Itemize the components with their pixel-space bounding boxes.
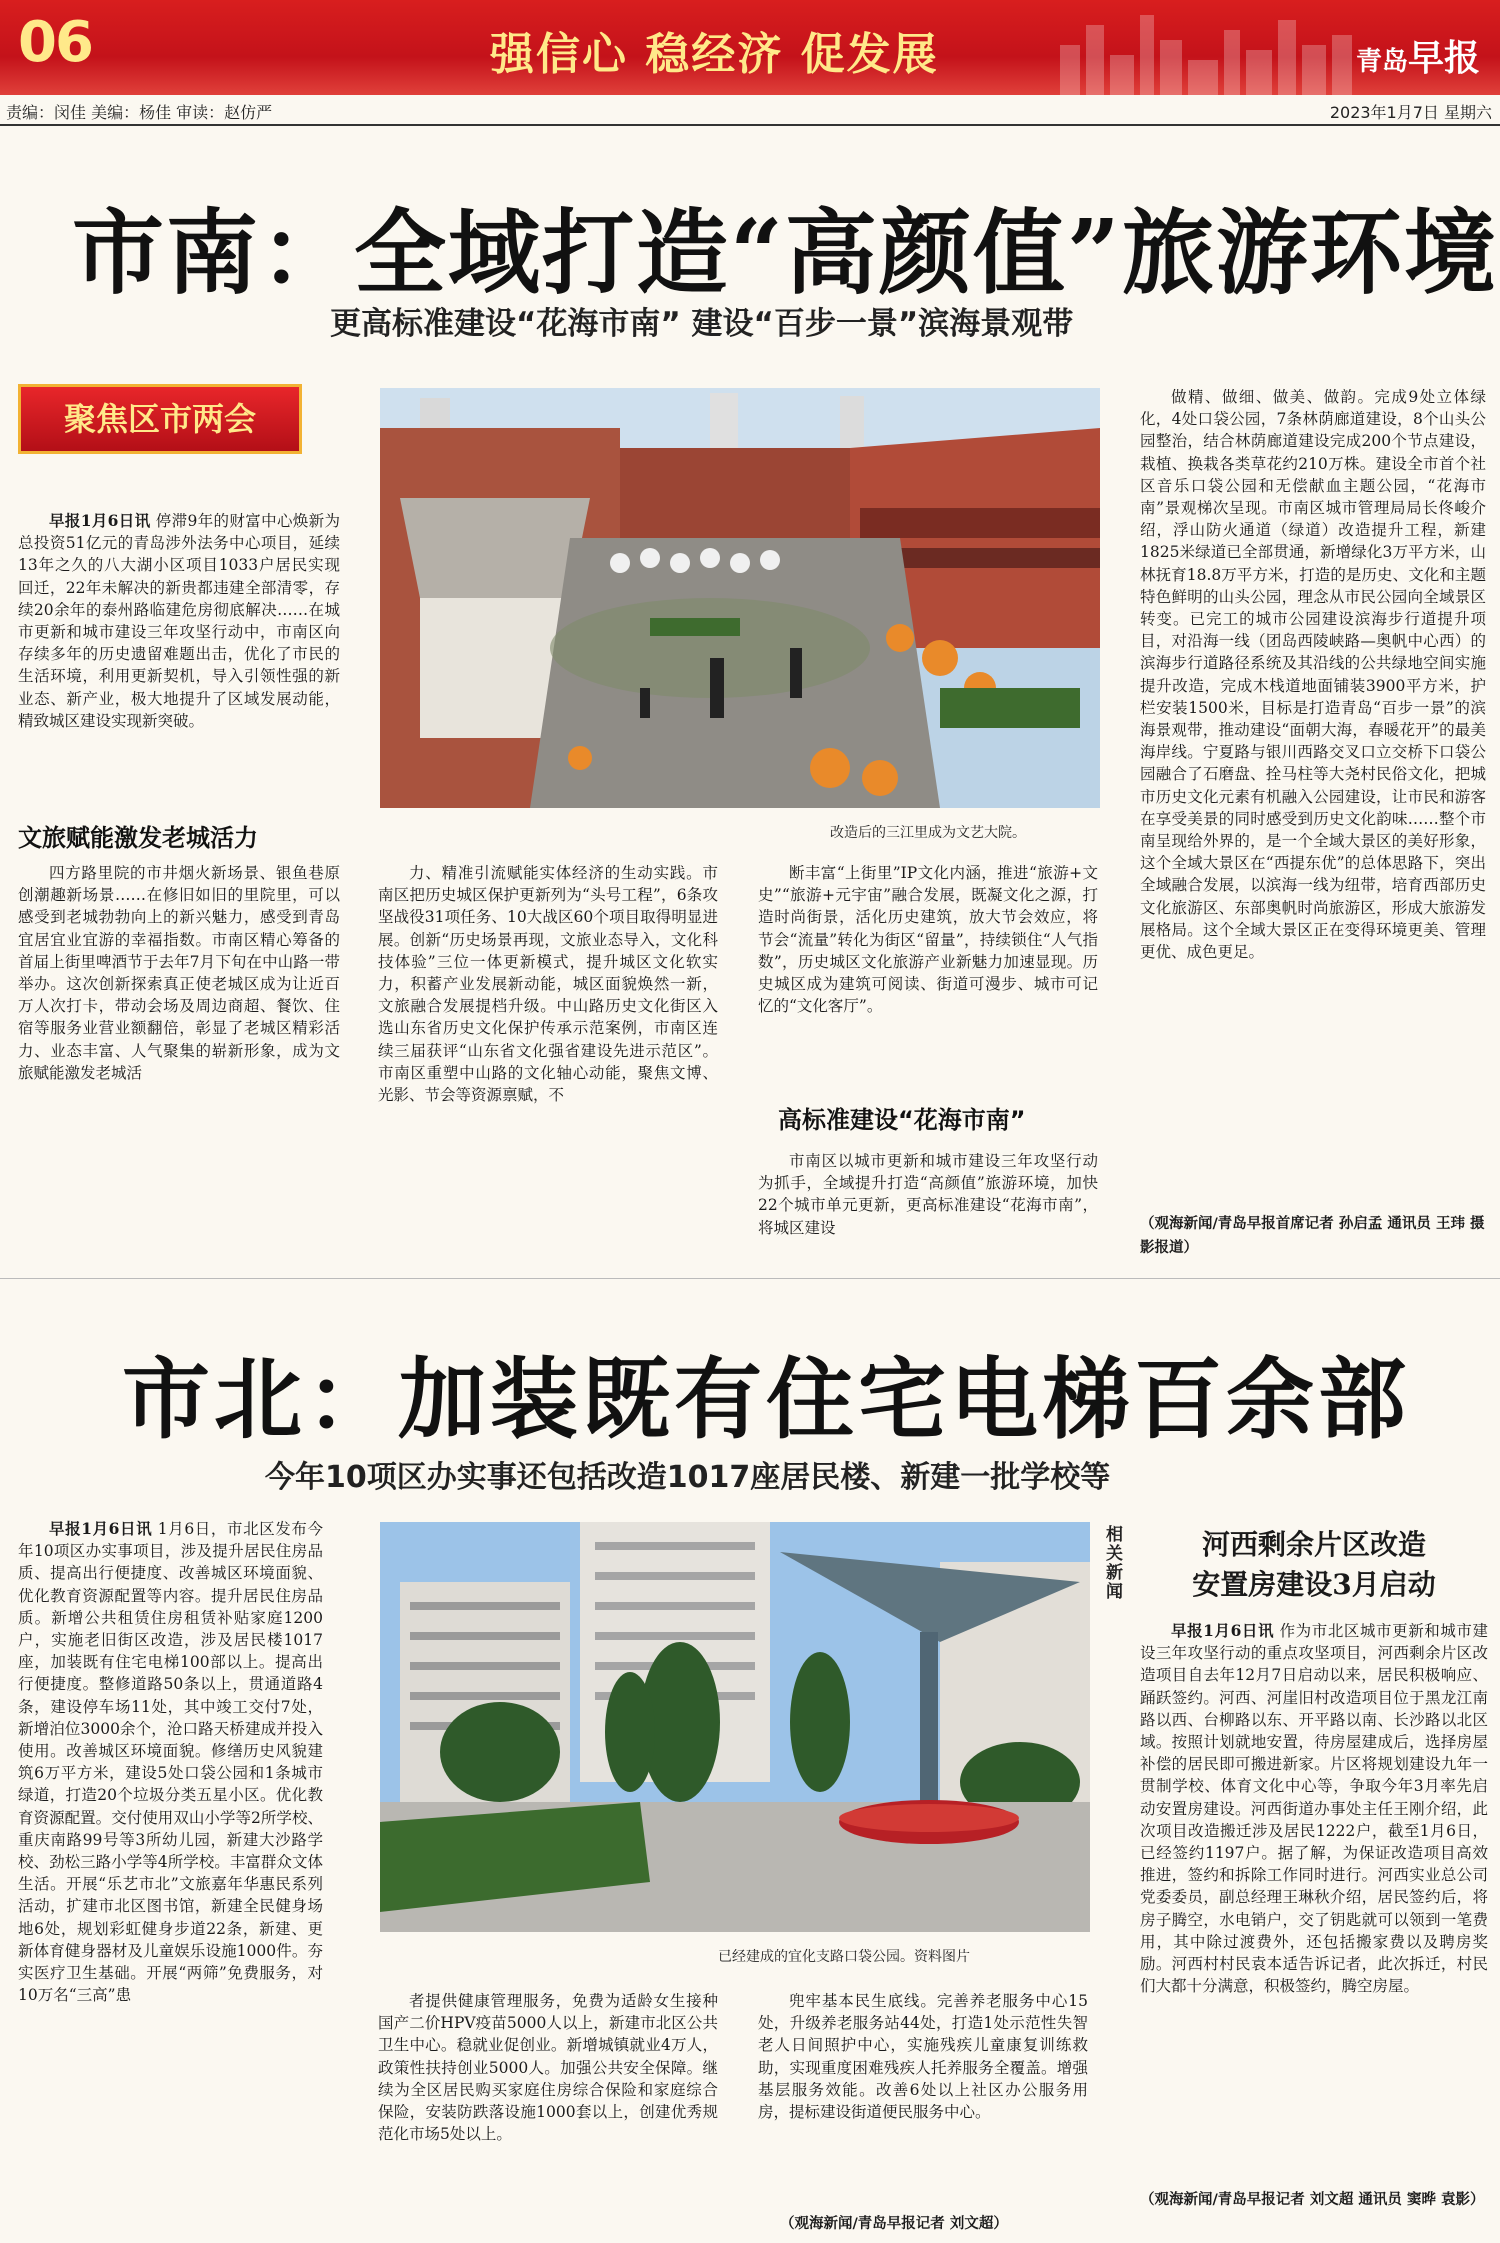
city-skyline-graphic (1060, 15, 1360, 95)
story1-lead-column (18, 510, 340, 800)
story2-credit: （观海新闻/青岛早报记者 刘文超） (780, 2216, 1008, 2232)
story1-lead-text: 停滞9年的财富中心焕新为总投资51亿元的青岛涉外法务中心项目，延续13年之久的八大湖小区项目1033户居民实现回迁，22年未解决的新贵都违建全部清零，存续20余年的泰州路临建危房彻底解决……在城市更新和城市建设三年攻坚行动中，市南区向存续多年的历史遗留难题出击，优化了市民的生活环境，利用更新契机，导入引领性强的新业态、新产业，极大地提升了区域发展动能，精致城区建设实现新突破。 (18, 512, 340, 730)
story1-dateline: 早报1月6日讯 (49, 511, 151, 530)
story1-section2-title: 高标准建设“花海市南” (778, 1106, 1026, 1134)
story1-col3b (758, 1150, 1098, 1262)
section-tag: 聚焦区市两会 (18, 384, 302, 454)
story1-col1 (18, 862, 340, 1262)
story1-col2-text: 力、精准引流赋能实体经济的生动实践。市南区把历史城区保护更新列为“头号工程”，6条攻坚战役31项任务、10大战区60个项目取得明显进展。创新“历史场景再现，文旅业态导入，文化科技体验”三位一体更新模式，提升城区文化软实力，积蓄产业发展新动能，城区面貌焕然一新，文旅融合发展提档升级。中山路历史文化街区入选山东省历史文化保护传承示范案例，市南区连续三届获评“山东省文化强省建设先进示范区”。市南区重塑中山路的文化轴心动能，聚焦文博、光影、节会等资源禀赋，不 (378, 864, 718, 1105)
related-news-headline (1140, 1525, 1488, 1605)
story2-col3 (758, 1990, 1088, 2210)
related-text: 作为市北区城市更新和城市建设三年攻坚行动的重点攻坚项目，河西剩余片区改造项目自去年12月7日启动以来，居民积极响应、踊跃签约。河西、河崖旧村改造项目位于黑龙江南路以西、台柳路以东、开平路以南、长沙路以北区域。按照计划就地安置，待房屋建成后，选择房屋补偿的居民即可搬进新家。片区将规划建设九年一贯制学校、体育文化中心等，争取今年3月率先启动安置房建设。河西街道办事处主任王刚介绍，此次项目改造搬迁涉及居民1222户，截至1月6日，已经签约1197户。据了解，为保证改造项目高效推进，签约和拆除工作同时进行。河西实业总公司党委委员，副总经理王琳秋介绍，居民签约后，将房子腾空，水电销户，交了钥匙就可以领到一笔费用，其中除过渡费外，还包括搬家费以及聘房奖励。河西村村民袁本适告诉记者，此次拆迁，村民们大都十分满意，积极签约，腾空房屋。 (1140, 1622, 1488, 1996)
story-divider (0, 1278, 1500, 1279)
header-slogan: 强信心 稳经济 促发展 (490, 29, 939, 80)
courtyard-photo (380, 388, 1100, 808)
page-number: 06 (18, 10, 92, 75)
story1-col3-text: 断丰富“上街里”IP文化内涵，推进“旅游+文史”“旅游+元宇宙”融合发展，既凝文化之源，打造时尚街景，活化历史建筑，放大节会效应，将节会“流量”转化为街区“留量”，持续锁住“人气指数”，历史城区文化旅游产业新魅力加速显现。历史城区成为建筑可阅读、街道可漫步、城市可记忆的“文化客厅”。 (758, 864, 1098, 1016)
story2-col2 (378, 1990, 718, 2240)
related-news-credit: （观海新闻/青岛早报记者 刘文超 通讯员 窦晔 袁影） (1140, 2192, 1485, 2208)
courtyard-photo-caption: 改造后的三江里成为文艺大院。 (830, 825, 1026, 841)
story1-col4-text: 做精、做细、做美、做韵。完成9处立体绿化，4处口袋公园，7条林荫廊道建设，8个山头公园整治，结合林荫廊道建设完成200个节点建设，栽植、换栽各类草花约210万株。建设全市首个社区音乐口袋公园和无偿献血主题公园，“花海市南”景观梯次呈现。市南区城市管理局局长佟峻介绍，浮山防火通道（绿道）改造提升工程，新建1825米绿道已全部贯通，新增绿化3万平方米，山林抚育18.8万平方米，打造的是历史、文化和主题特色鲜明的山头公园，理念从市民公园向全域景区转变。已完工的城市公园建设滨海步行道提升项目，对沿海一线（团岛西陵峡路—奥帆中心西）的滨海步行道路径系统及其沿线的公共绿地空间实施提升改造，完成木栈道地面铺装3900平方米，护栏安装1500米，目标是打造青岛“百步一景”的滨海景观带，推动建设“面朝大海，春暖花开”的最美海岸线。宁夏路与银川西路交叉口立交桥下口袋公园融合了石磨盘、拴马柱等大尧村民俗文化，把城市历史文化元素有机融入公园建设，让市民和游客在享受美景的同时感受到历史文化韵味……整个市南呈现给外界的，是一个全域大景区的美好形象，这个全域大景区在“西提东优”的总体思路下，突出全域融合发展，以滨海一线为纽带，培育西部历史文化旅游区、东部奥帆时尚旅游区，形成大旅游发展格局。这个全域大景区正在变得环境更美、管理更优、成色更足。 (1140, 388, 1486, 962)
brand-city: 青岛 (1355, 47, 1408, 77)
header-rule (0, 124, 1500, 126)
story1-credit: （观海新闻/青岛早报首席记者 孙启孟 通讯员 王玮 摄影报道） (1140, 1216, 1485, 1256)
issue-date: 2023年1月7日 星期六 (1329, 103, 1492, 122)
story1-col3 (758, 862, 1098, 1077)
story2-headline: 市北：加装既有住宅电梯百余部 (122, 1347, 1411, 1451)
related-dateline: 早报1月6日讯 (1171, 1621, 1275, 1640)
story1-col3b-text: 市南区以城市更新和城市建设三年攻坚行动为抓手，全域提升打造“高颜值”旅游环境，加快22个城市单元更新，更高标准建设“花海市南”，将城区建设 (758, 1152, 1098, 1237)
story1-section1-title: 文旅赋能激发老城活力 (18, 824, 258, 852)
related-title-line1: 河西剩余片区改造 (1201, 1528, 1426, 1561)
story1-col4 (1140, 386, 1486, 1210)
story2-col1-text: 1月6日，市北区发布今年10项区办实事项目，涉及提升居民住房品质、提高出行便捷度、改善城区环境面貌、优化教育资源配置等内容。提升居民住房品质。新增公共租赁住房租赁补贴家庭1200户，实施老旧街区改造，涉及居民楼1017座，加装既有住宅电梯100部以上。提高出行便捷度。整修道路50条以上，贯通道路4条，建设停车场11处，其中竣工交付7处，新增泊位3000余个，沧口路天桥建成并投入使用。改善城区环境面貌。修缮历史风貌建筑6万平方米，建设5处口袋公园和1条城市绿道，打造20个垃圾分类五星小区。优化教育资源配置。交付使用双山小学等2所学校、重庆南路99号等3所幼儿园，新建大沙路学校、劲松三路小学等4所学校。丰富群众文体生活。开展“乐艺市北”文旅嘉年华惠民系列活动，扩建市北区图书馆，新建全民健身场地6处，规划彩虹健身步道22条，新建、更新体育健身器材及儿童娱乐设施1000件。夯实医疗卫生基础。开展“两筛”免费服务，对10万名“三高”患 (18, 1520, 323, 2005)
pocket-park-photo-image (380, 1522, 1090, 1932)
story1-col1-text: 四方路里院的市井烟火新场景、银鱼巷原创潮趣新场景……在修旧如旧的里院里，可以感受到老城勃勃向上的新兴魅力，感受到青岛宜居宜业宜游的幸福指数。市南区精心筹备的首届上街里啤酒节于去年7月下旬在中山路一带举办。这次创新探索真正使老城区成为让近百万人次打卡，带动会场及周边商超、餐饮、住宿等服务业营业额翻倍，彰显了老城区精彩活力、业态丰富、人气聚集的崭新形象，成为文旅赋能激发老城活 (18, 864, 340, 1082)
story2-col3-text: 兜牢基本民生底线。完善养老服务中心15处，升级养老服务站44处，打造1处示范性失智老人日间照护中心，实施残疾儿童康复训练救助，实现重度困难残疾人托养服务全覆盖。增强基层服务效能。改善6处以上社区办公服务用房，提标建设街道便民服务中心。 (758, 1992, 1088, 2122)
newspaper-brand (1356, 30, 1480, 81)
pocket-park-photo-caption: 已经建成的宜化支路口袋公园。资料图片 (718, 1949, 970, 1965)
story2-dateline: 早报1月6日讯 (49, 1519, 153, 1538)
related-news-body (1140, 1620, 1488, 2185)
story2-col1 (18, 1518, 323, 2240)
story2-col2-text: 者提供健康管理服务，免费为适龄女生接种国产二价HPV疫苗5000人以上，新建市北区公共卫生中心。稳就业促创业。新增城镇就业4万人，政策性扶持创业5000人。加强公共安全保障。继续为全区居民购买家庭住房综合保险和家庭综合保险，安装防跌落设施1000套以上，创建优秀规范化市场5处以上。 (378, 1992, 718, 2144)
brand-name: 早报 (1407, 38, 1480, 79)
story1-headline: 市南：全域打造“高颜值”旅游环境 (72, 199, 1498, 307)
related-title-line2: 安置房建设3月启动 (1192, 1568, 1436, 1601)
story2-subheadline: 今年10项区办实事还包括改造1017座居民楼、新建一批学校等 (265, 1460, 1111, 1495)
story1-subheadline: 更高标准建设“花海市南” 建设“百步一景”滨海景观带 (330, 306, 1074, 342)
pocket-park-photo (380, 1522, 1090, 1932)
story1-col2 (378, 862, 718, 1262)
related-news-label: 相关新闻 (1102, 1525, 1122, 1601)
editor-credits: 责编：闵佳 美编：杨佳 审读：赵仿严 (6, 103, 273, 122)
courtyard-photo-image (380, 388, 1100, 808)
